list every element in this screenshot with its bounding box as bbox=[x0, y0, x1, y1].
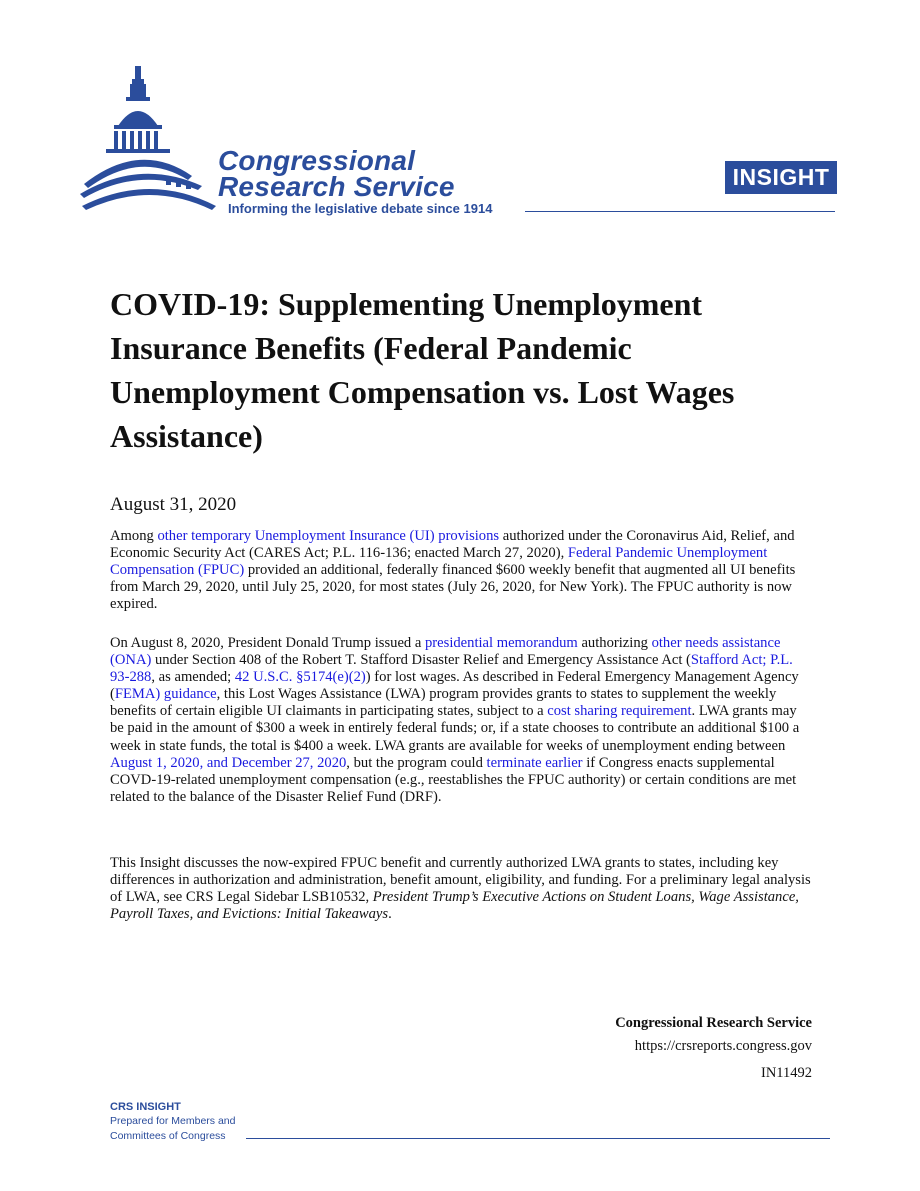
fema-guidance-link[interactable]: FEMA) guidance bbox=[114, 686, 217, 703]
body-paragraph-1 bbox=[110, 528, 812, 613]
header-divider bbox=[525, 211, 835, 212]
footer-prepared-line1: Prepared for Members and bbox=[110, 1115, 236, 1127]
date-range-link[interactable]: August 1, 2020, and December 27, 2020 bbox=[110, 754, 347, 771]
cited-title: President Trump’s Executive Actions on Student Loans, Wage Assistance, Payroll Taxes, and Evictions: Initial Takeaways bbox=[110, 889, 799, 923]
text-run: authorized under the Coronavirus Aid, Relief, and Economic Security Act (CARES Act; P.L. 116-136; enacted March 27, 2020), bbox=[110, 528, 795, 562]
capitol-dome-logo-icon bbox=[80, 66, 220, 216]
org-name-line2: Research Service bbox=[218, 171, 455, 202]
text-run: if Congress enacts supplemental COVD-19-related unemployment compensation (e.g., reestablishes the FPUC authority) or certain conditions are met related to the balance of the Disaster Relief Fund (DRF). bbox=[110, 754, 797, 805]
footer-url: https://crsreports.congress.gov bbox=[634, 1038, 812, 1054]
cost-sharing-link[interactable]: cost sharing requirement bbox=[547, 703, 692, 720]
document-date: August 31, 2020 bbox=[110, 494, 237, 515]
text-run: under Section 408 of the Robert T. Stafford Disaster Relief and Emergency Assistance Act ( bbox=[151, 652, 691, 669]
text-run: ) for lost wages. As described in Federal Emergency Management Agency ( bbox=[110, 669, 799, 703]
insight-badge: INSIGHT bbox=[725, 161, 837, 194]
text-run: . bbox=[388, 906, 392, 923]
terminate-earlier-link[interactable]: terminate earlier bbox=[486, 754, 583, 771]
ui-provisions-link[interactable]: other temporary Unemployment Insurance (UI) provisions bbox=[157, 528, 500, 544]
text-run: , as amended; bbox=[151, 669, 235, 686]
text-run: authorizing bbox=[577, 635, 652, 651]
usc-link[interactable]: 42 U.S.C. §5174(e)(2) bbox=[234, 669, 366, 686]
document-title: COVID-19: Supplementing Unemployment Insurance Benefits (Federal Pandemic Unemployment Compensation vs. Lost Wages Assistance) bbox=[110, 286, 735, 454]
presidential-memorandum-link[interactable]: presidential memorandum bbox=[425, 635, 578, 651]
body-paragraph-2 bbox=[110, 635, 812, 806]
footer-report-id: IN11492 bbox=[760, 1065, 812, 1081]
text-run: This Insight discusses the now-expired FPUC benefit and currently authorized LWA grants to states, including key differences in authorization and administration, benefit amount, eligibility, and funding. For a preliminary legal analysis of LWA, see CRS Legal Sidebar LSB10532, bbox=[110, 855, 811, 906]
footer-divider bbox=[246, 1138, 830, 1139]
fpuc-link[interactable]: Federal Pandemic Unemployment Compensation (FPUC) bbox=[110, 545, 768, 579]
body-paragraph-3 bbox=[110, 855, 812, 923]
ona-link[interactable]: other needs assistance (ONA) bbox=[110, 635, 781, 669]
footer-label: CRS INSIGHT bbox=[110, 1101, 181, 1113]
footer-org-name: Congressional Research Service bbox=[615, 1015, 812, 1031]
text-run: , this Lost Wages Assistance (LWA) program provides grants to states to supplement the weekly benefits of certain eligible UI claimants in participating states, subject to a bbox=[110, 686, 777, 720]
text-run: , but the program could bbox=[346, 754, 487, 771]
text-run: Among bbox=[110, 528, 158, 544]
text-run: . LWA grants may be paid in the amount of $300 a week in entirely federal funds; or, if a state chooses to contribute an additional $100 a week in state funds, the total is $400 a week. LWA grants are available for weeks of unemployment ending between bbox=[110, 703, 800, 754]
text-run: On August 8, 2020, President Donald Trump issued a bbox=[110, 635, 425, 651]
text-run: provided an additional, federally financed $600 weekly benefit that augmented all UI benefits from March 29, 2020, until July 25, 2020, for most states (July 26, 2020, for New York). The FPUC authority is now expired. bbox=[110, 562, 796, 613]
org-name-line1: Congressional bbox=[218, 145, 416, 176]
org-tagline: Informing the legislative debate since 1914 bbox=[228, 201, 493, 216]
stafford-act-link[interactable]: Stafford Act; P.L. 93-288 bbox=[110, 652, 793, 686]
footer-prepared-line2: Committees of Congress bbox=[110, 1130, 226, 1142]
